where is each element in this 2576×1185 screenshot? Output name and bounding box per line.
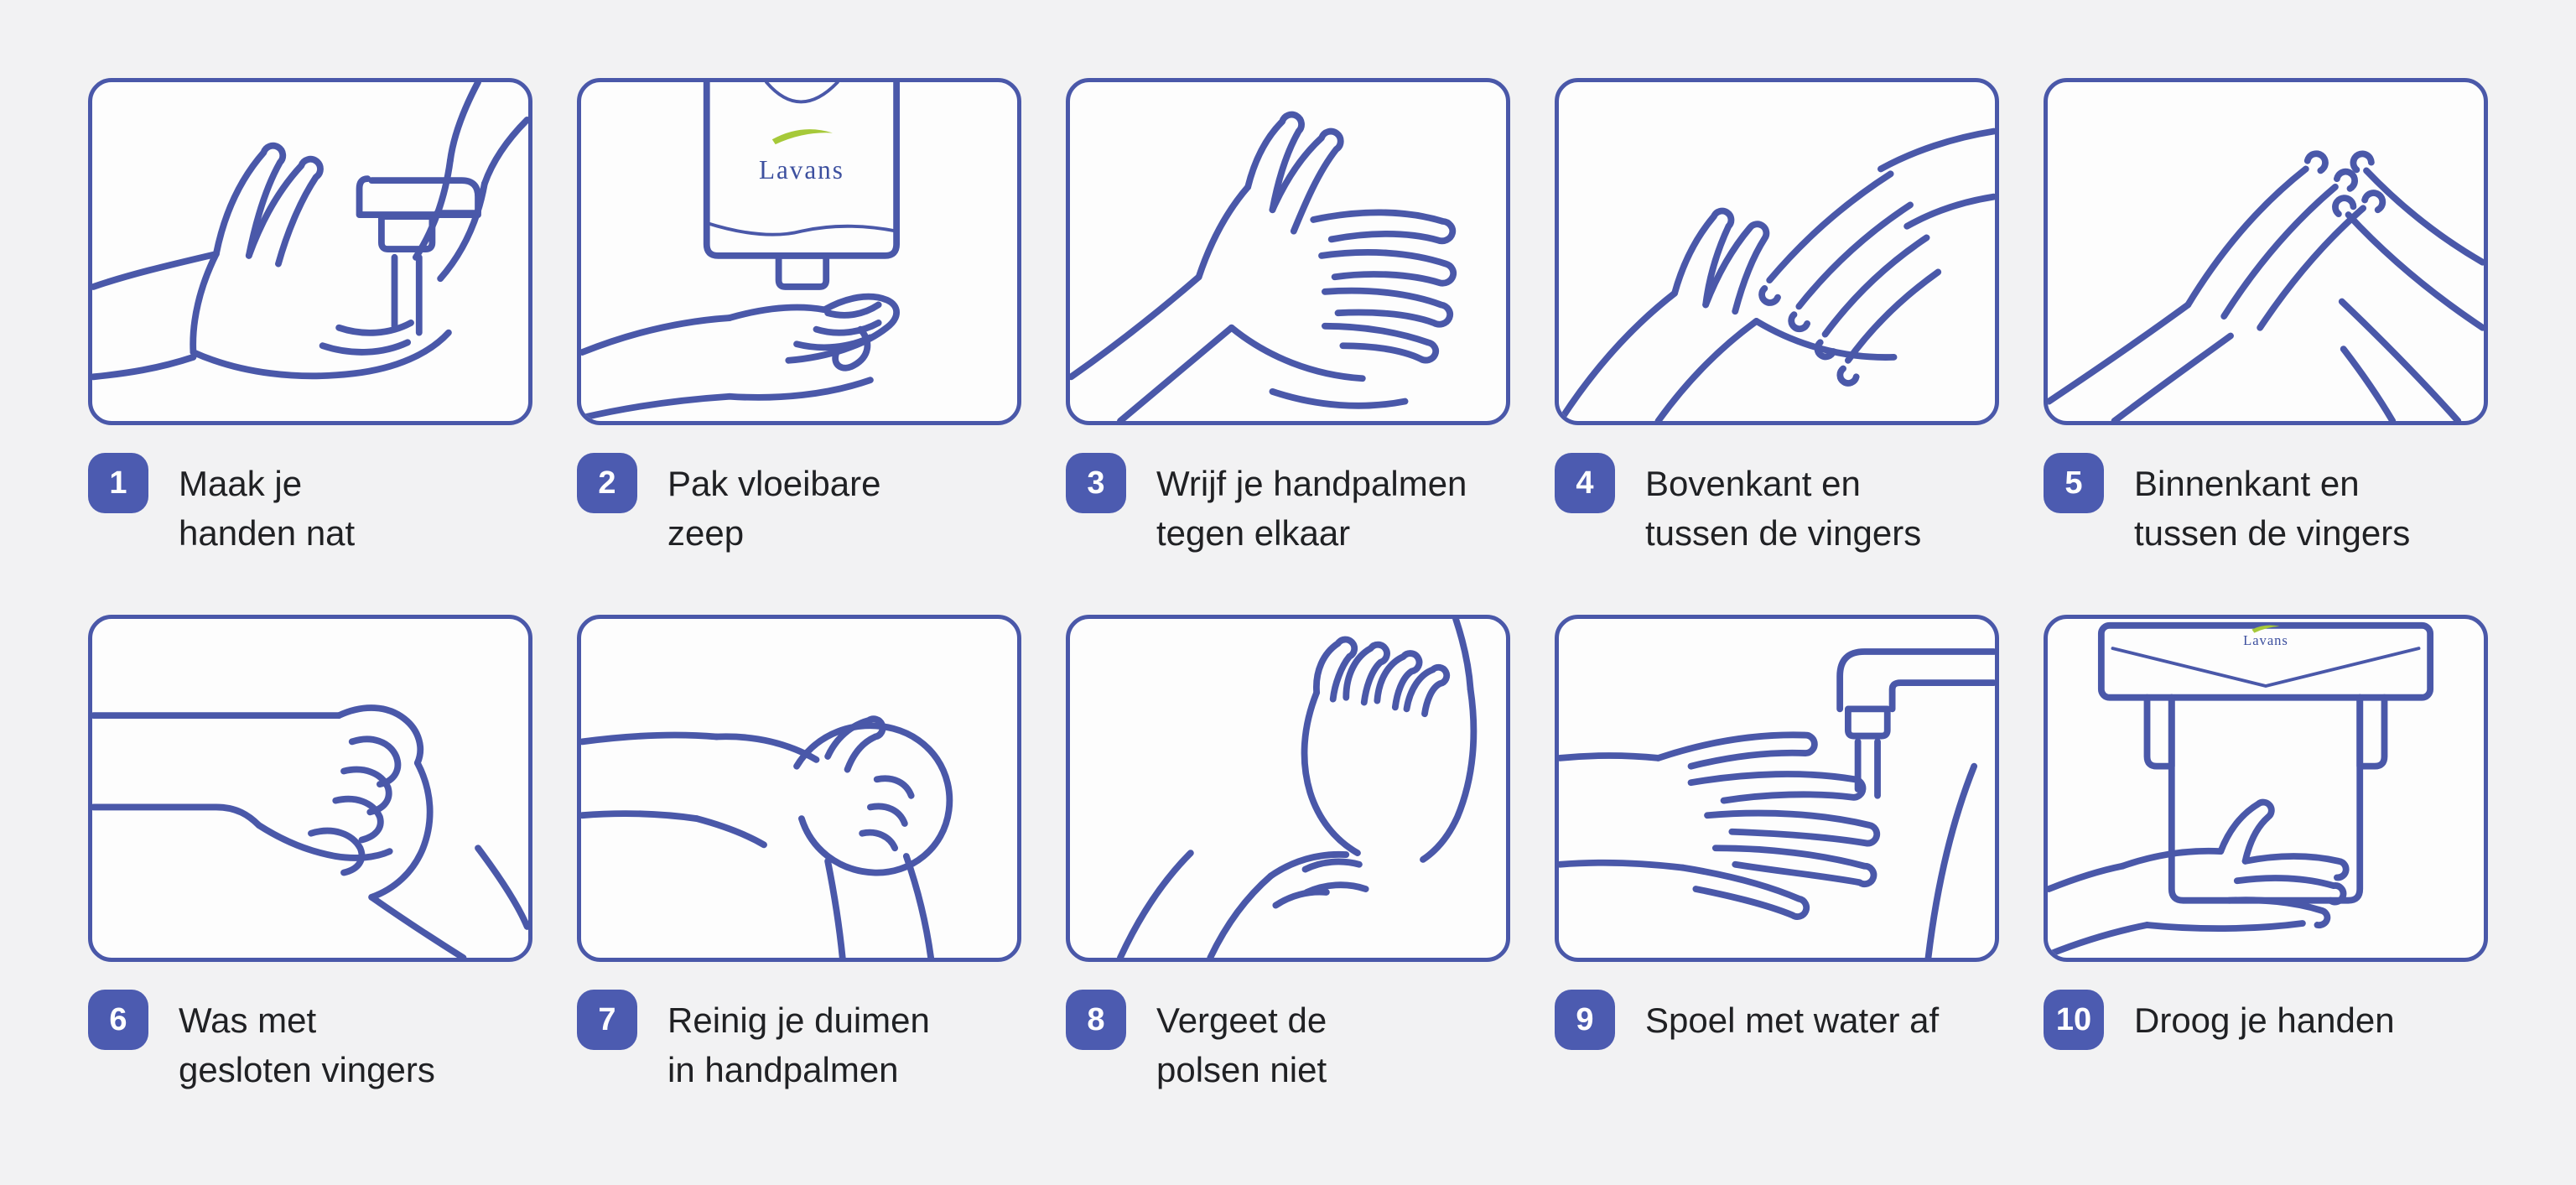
step-1-caption bbox=[88, 453, 532, 558]
step-9-panel bbox=[1555, 615, 1999, 962]
step-10-caption bbox=[2044, 990, 2488, 1050]
step-7 bbox=[577, 615, 1021, 1185]
step-4-panel bbox=[1555, 78, 1999, 425]
step-2-caption-line1: Pak vloeibare bbox=[667, 464, 881, 503]
step-8-caption-line2: polsen niet bbox=[1156, 1050, 1327, 1089]
step-5 bbox=[2044, 78, 2488, 615]
step-8-caption-line1: Vergeet de bbox=[1156, 1000, 1327, 1040]
step-3-caption bbox=[1066, 453, 1510, 558]
step-3-number-badge: 3 bbox=[1066, 453, 1126, 513]
step-4-caption-line1: Bovenkant en bbox=[1645, 464, 1861, 503]
step-4-number-badge: 4 bbox=[1555, 453, 1615, 513]
rinse-under-tap-illustration bbox=[1559, 619, 1995, 958]
lavans-logo-text: Lavans bbox=[758, 155, 844, 185]
step-6-caption-line1: Was met bbox=[179, 1000, 317, 1040]
tap-icon bbox=[1840, 652, 1993, 709]
wrists-illustration bbox=[1070, 619, 1506, 958]
step-1-number-badge: 1 bbox=[88, 453, 148, 513]
step-9 bbox=[1555, 615, 1999, 1185]
step-7-panel bbox=[577, 615, 1021, 962]
step-9-caption-line1: Spoel met water af bbox=[1645, 1000, 1940, 1040]
towel bbox=[2172, 698, 2360, 901]
step-1 bbox=[88, 78, 532, 615]
step-8-number-badge: 8 bbox=[1066, 990, 1126, 1050]
step-6-panel bbox=[88, 615, 532, 962]
step-5-caption-line1: Binnenkant en bbox=[2134, 464, 2360, 503]
step-6-caption-line2: gesloten vingers bbox=[179, 1050, 435, 1089]
lavans-logo-text: Lavans bbox=[2243, 632, 2288, 649]
step-6-number-badge: 6 bbox=[88, 990, 148, 1050]
step-2-caption-line2: zeep bbox=[667, 513, 745, 553]
towel-dispenser-illustration bbox=[2048, 619, 2484, 958]
tap-icon bbox=[371, 180, 478, 213]
step-3-caption-line2: tegen elkaar bbox=[1156, 513, 1351, 553]
step-1-caption-line2: handen nat bbox=[179, 513, 356, 553]
step-6 bbox=[88, 615, 532, 1185]
step-8 bbox=[1066, 615, 1510, 1185]
step-3-panel bbox=[1066, 78, 1510, 425]
step-2-number-badge: 2 bbox=[577, 453, 637, 513]
step-5-panel bbox=[2044, 78, 2488, 425]
step-10 bbox=[2044, 615, 2488, 1185]
step-1-caption-line1: Maak je bbox=[179, 464, 303, 503]
step-4 bbox=[1555, 78, 1999, 615]
step-7-number-badge: 7 bbox=[577, 990, 637, 1050]
step-7-caption bbox=[577, 990, 1021, 1094]
step-9-caption bbox=[1555, 990, 1999, 1050]
soap-dispenser-illustration bbox=[581, 82, 1017, 421]
step-2 bbox=[577, 78, 1021, 615]
rub-palms-illustration bbox=[1070, 82, 1506, 421]
step-9-number-badge: 9 bbox=[1555, 990, 1615, 1050]
step-6-caption bbox=[88, 990, 532, 1094]
step-2-caption bbox=[577, 453, 1021, 558]
step-3 bbox=[1066, 78, 1510, 615]
step-7-caption-line2: in handpalmen bbox=[667, 1050, 899, 1089]
between-fingers-illustration bbox=[2048, 82, 2484, 421]
step-5-caption-line2: tussen de vingers bbox=[2134, 513, 2411, 553]
lavans-leaf-icon bbox=[772, 129, 833, 144]
step-1-panel bbox=[88, 78, 532, 425]
closed-fingers-illustration bbox=[92, 619, 528, 958]
step-10-number-badge: 10 bbox=[2044, 990, 2104, 1050]
back-of-hand-illustration bbox=[1559, 82, 1995, 421]
step-4-caption-line2: tussen de vingers bbox=[1645, 513, 1922, 553]
step-8-panel bbox=[1066, 615, 1510, 962]
step-8-caption bbox=[1066, 990, 1510, 1094]
hands-under-tap-illustration bbox=[92, 82, 528, 421]
step-2-panel bbox=[577, 78, 1021, 425]
step-10-panel bbox=[2044, 615, 2488, 962]
step-3-caption-line1: Wrijf je handpalmen bbox=[1156, 464, 1467, 503]
step-5-number-badge: 5 bbox=[2044, 453, 2104, 513]
thumbs-in-palms-illustration bbox=[581, 619, 1017, 958]
step-7-caption-line1: Reinig je duimen bbox=[667, 1000, 930, 1040]
step-10-caption-line1: Droog je handen bbox=[2134, 1000, 2395, 1040]
step-5-caption bbox=[2044, 453, 2488, 558]
step-4-caption bbox=[1555, 453, 1999, 558]
